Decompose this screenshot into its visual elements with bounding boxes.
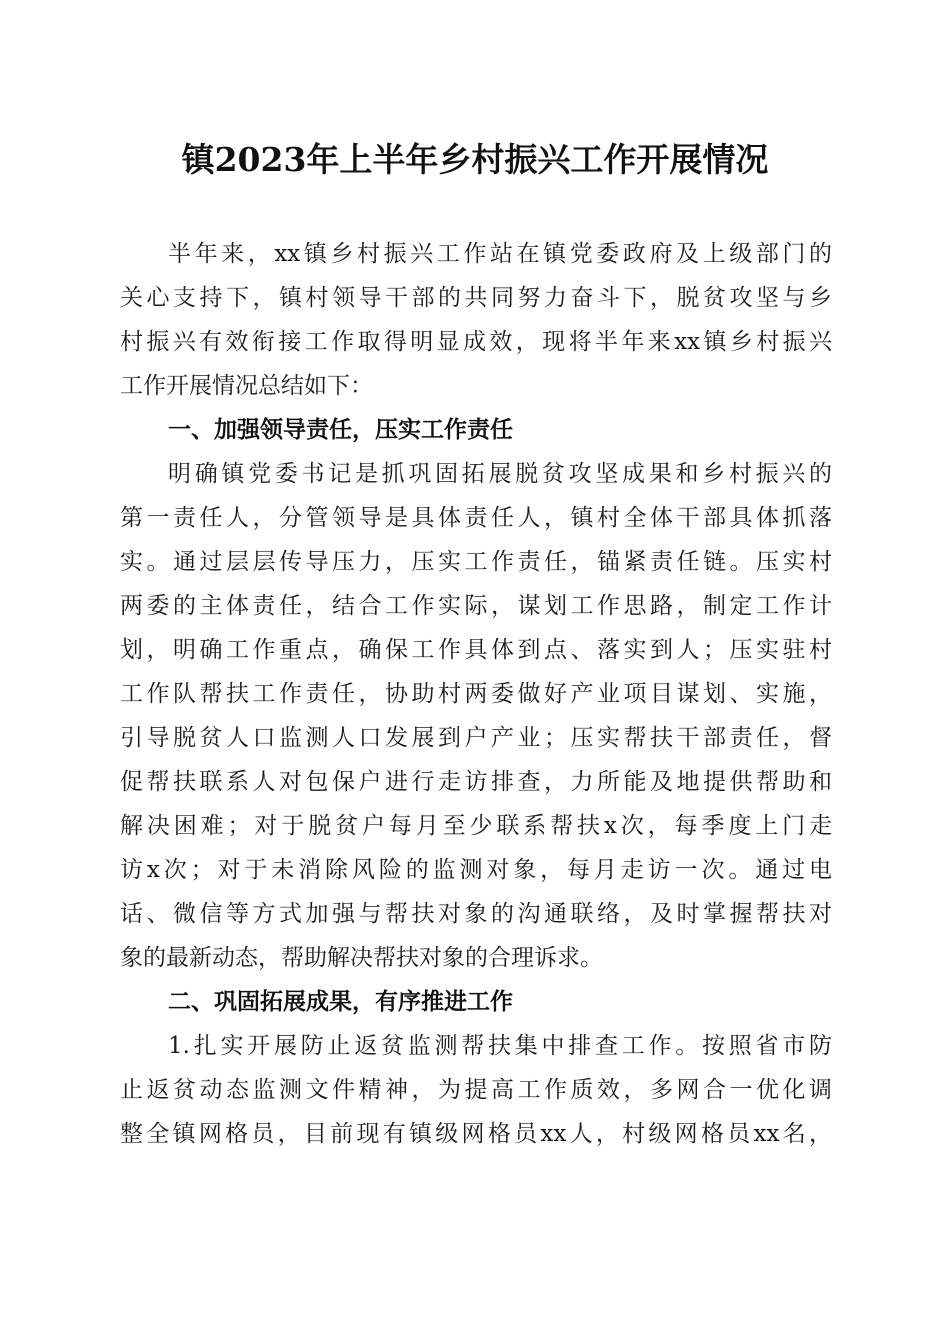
paragraph-line: 促帮扶联系人对包保户进行走访排查，力所能及地提供帮助和 bbox=[120, 769, 832, 795]
paragraph-line: 关心支持下，镇村领导干部的共同努力奋斗下，脱贫攻坚与乡 bbox=[120, 285, 832, 311]
paragraph-line: 划，明确工作重点，确保工作具体到点、落实到人；压实驻村 bbox=[120, 637, 832, 663]
paragraph-line: 象的最新动态，帮助解决帮扶对象的合理诉求。 bbox=[120, 945, 603, 971]
paragraph-line: 两委的主体责任，结合工作实际，谋划工作思路，制定工作计 bbox=[120, 593, 832, 619]
paragraph-line: 第一责任人，分管领导是具体责任人，镇村全体干部具体抓落 bbox=[120, 505, 832, 531]
paragraph-line: 引导脱贫人口监测人口发展到户产业；压实帮扶干部责任，督 bbox=[120, 725, 832, 751]
paragraph-line: 实。通过层层传导压力，压实工作责任，锚紧责任链。压实村 bbox=[120, 549, 832, 575]
paragraph-line: 整全镇网格员，目前现有镇级网格员xx人，村级网格员xx名， bbox=[120, 1121, 832, 1147]
document-title: 镇2023年上半年乡村振兴工作开展情况 bbox=[181, 140, 769, 179]
paragraph-line: 明确镇党委书记是抓巩固拓展脱贫攻坚成果和乡村振兴的 bbox=[168, 461, 832, 487]
paragraph-line: 解决困难；对于脱贫户每月至少联系帮扶x次，每季度上门走 bbox=[120, 813, 832, 839]
document-body bbox=[120, 232, 832, 1156]
paragraph-line: 访x次；对于未消除风险的监测对象，每月走访一次。通过电 bbox=[120, 857, 832, 883]
paragraph-line: 话、微信等方式加强与帮扶对象的沟通联络，及时掌握帮扶对 bbox=[120, 901, 832, 927]
paragraph-line: 止返贫动态监测文件精神，为提高工作质效，多网合一优化调 bbox=[120, 1077, 832, 1103]
paragraph-line: 村振兴有效衔接工作取得明显成效，现将半年来xx镇乡村振兴 bbox=[120, 329, 832, 355]
paragraph-line: 工作开展情况总结如下： bbox=[120, 373, 373, 399]
paragraph-line: 1.扎实开展防止返贫监测帮扶集中排查工作。按照省市防 bbox=[168, 1033, 832, 1059]
paragraph-line: 半年来，xx镇乡村振兴工作站在镇党委政府及上级部门的 bbox=[168, 241, 832, 267]
paragraph-line: 工作队帮扶工作责任，协助村两委做好产业项目谋划、实施， bbox=[120, 681, 832, 707]
section-heading: 二、巩固拓展成果，有序推进工作 bbox=[168, 989, 513, 1015]
section-heading: 一、加强领导责任，压实工作责任 bbox=[168, 417, 513, 443]
